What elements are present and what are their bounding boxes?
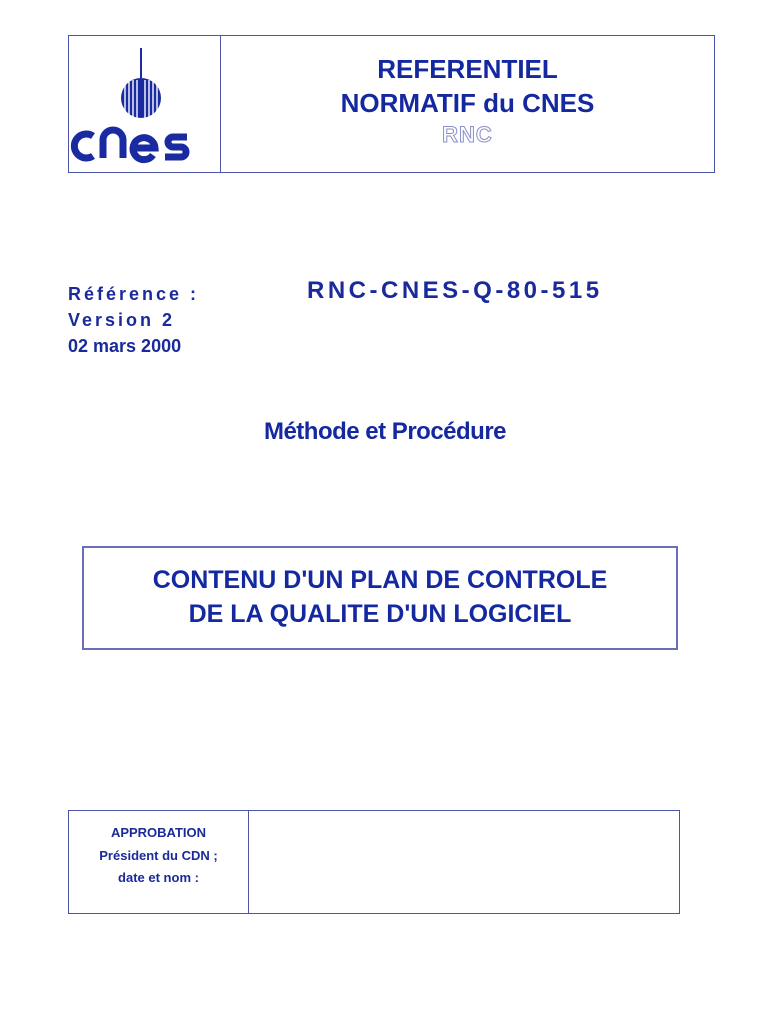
document-title-line1: CONTENU D'UN PLAN DE CONTROLE	[152, 566, 608, 594]
cnes-logo	[69, 36, 221, 172]
reference-label: Référence :	[68, 284, 200, 304]
cnes-logo-icon	[69, 36, 220, 172]
document-category: Méthode et Procédure	[263, 418, 507, 445]
approval-table	[68, 810, 680, 914]
document-title-box	[82, 546, 678, 650]
reference-code: RNC-CNES-Q-80-515	[307, 277, 603, 304]
document-title-line2: DE LA QUALITE D'UN LOGICIEL	[188, 600, 572, 628]
reference-version: Version 2	[68, 310, 176, 330]
reference-date: 02 mars 2000	[68, 336, 182, 356]
approval-role: Président du CDN ;	[99, 848, 218, 863]
approval-heading: APPROBATION	[110, 825, 207, 840]
header-title-line1: REFERENTIEL	[377, 54, 558, 84]
header-box	[68, 35, 715, 173]
approval-date-name: date et nom :	[118, 870, 199, 885]
approval-label-cell	[69, 811, 249, 913]
header-title-line2: NORMATIF du CNES	[340, 88, 595, 118]
approval-signature-cell	[249, 811, 679, 913]
header-acronym: RNC	[442, 122, 493, 147]
